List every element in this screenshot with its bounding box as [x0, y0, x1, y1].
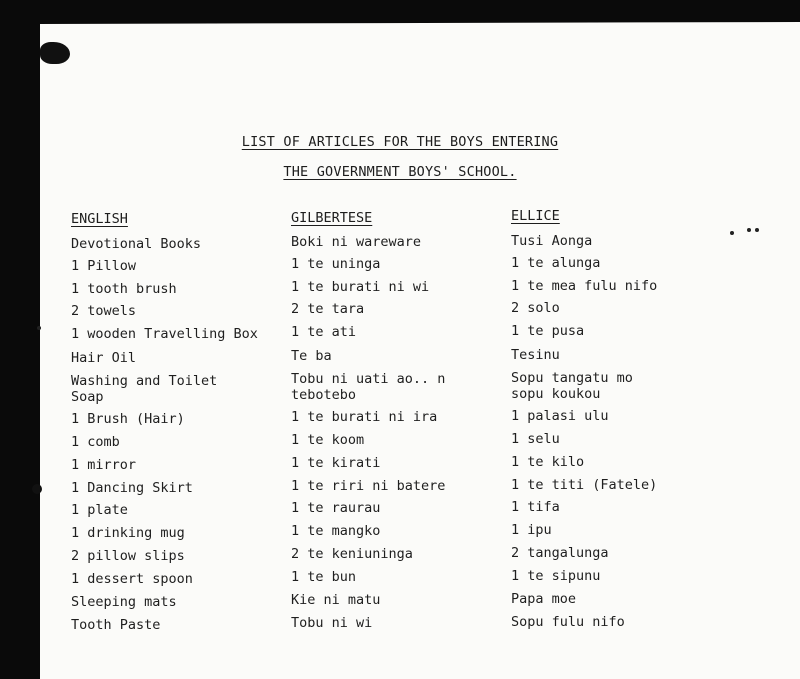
cell-english: Devotional Books	[71, 236, 202, 252]
cell-gilbertese: 1 te koom	[291, 432, 365, 448]
cell-ellice: Sopu fulu nifo	[511, 614, 625, 630]
column-header-gilbertese: GILBERTESE	[291, 210, 373, 226]
document-title-line-2: THE GOVERNMENT BOYS' SCHOOL.	[283, 164, 517, 180]
cell-english: 1 comb	[71, 434, 120, 450]
cell-gilbertese: 1 te burati ni ira	[291, 409, 438, 425]
cell-ellice: 1 tifa	[511, 499, 560, 515]
ink-blot	[40, 42, 70, 64]
table-row	[0, 454, 800, 479]
table-row	[0, 255, 800, 280]
cell-ellice: Papa moe	[511, 591, 577, 607]
cell-gilbertese: 2 te keniuninga	[291, 546, 413, 562]
cell-gilbertese: 1 te bun	[291, 569, 357, 585]
cell-english: 1 dessert spoon	[71, 571, 193, 587]
column-header-english: ENGLISH	[71, 211, 128, 227]
cell-ellice: 1 te alunga	[511, 255, 601, 271]
cell-english: Sleeping mats	[71, 594, 177, 610]
document-title-line-1: LIST OF ARTICLES FOR THE BOYS ENTERING	[241, 134, 559, 150]
cell-gilbertese: 1 te mangko	[291, 523, 381, 539]
cell-english: 1 Pillow	[71, 258, 137, 274]
table-row	[0, 300, 800, 325]
cell-ellice: Tesinu	[511, 347, 560, 363]
cell-gilbertese: 1 te riri ni batere	[291, 478, 446, 494]
cell-gilbertese: 1 te kirati	[291, 455, 381, 471]
cell-english: 1 mirror	[71, 457, 137, 473]
cell-ellice: 2 solo	[511, 300, 560, 316]
cell-gilbertese: Kie ni matu	[291, 592, 381, 608]
cell-english: Tooth Paste	[71, 617, 161, 633]
cell-english: 1 Dancing Skirt	[71, 480, 193, 496]
cell-ellice: 2 tangalunga	[511, 545, 609, 561]
cell-english: 1 tooth brush	[71, 281, 177, 297]
cell-ellice: 1 selu	[511, 431, 560, 447]
table-row	[0, 568, 800, 593]
table-row	[0, 408, 800, 433]
cell-english: 2 towels	[71, 303, 137, 319]
table-row	[0, 522, 800, 547]
cell-gilbertese: Tobu ni uati ao.. n tebotebo	[291, 371, 446, 403]
cell-gilbertese: 1 te ati	[291, 324, 357, 340]
table-row	[0, 431, 800, 456]
cell-gilbertese: 1 te raurau	[291, 500, 381, 516]
table-row	[0, 370, 800, 405]
ink-speck	[747, 228, 751, 232]
table-row	[0, 614, 800, 639]
column-header-ellice: ELLICE	[511, 208, 560, 224]
cell-english: 1 Brush (Hair)	[71, 411, 185, 427]
cell-ellice: 1 te mea fulu nifo	[511, 278, 658, 294]
table-row	[0, 347, 800, 372]
cell-english: 1 plate	[71, 502, 128, 518]
cell-gilbertese: 1 te burati ni wi	[291, 279, 430, 295]
table-row	[0, 545, 800, 570]
cell-ellice: 1 te titi (Fatele)	[511, 477, 658, 493]
cell-ellice: 1 te sipunu	[511, 568, 601, 584]
table-row	[0, 323, 800, 348]
cell-english: 1 wooden Travelling Box	[71, 326, 258, 342]
cell-ellice: 1 ipu	[511, 522, 552, 538]
table-row	[0, 591, 800, 616]
cell-gilbertese: Te ba	[291, 348, 332, 364]
ink-speck	[730, 231, 734, 235]
cell-english: 2 pillow slips	[71, 548, 185, 564]
cell-ellice: 1 te kilo	[511, 454, 585, 470]
table-row	[0, 499, 800, 524]
cell-english: Hair Oil	[71, 350, 137, 366]
cell-ellice: Tusi Aonga	[511, 233, 593, 249]
cell-gilbertese: Boki ni wareware	[291, 234, 422, 250]
cell-gilbertese: 1 te uninga	[291, 256, 381, 272]
cell-ellice: Sopu tangatu mo sopu koukou	[511, 370, 633, 402]
ink-speck	[37, 326, 41, 330]
cell-gilbertese: Tobu ni wi	[291, 615, 373, 631]
cell-english: 1 drinking mug	[71, 525, 185, 541]
cell-english: Washing and Toilet Soap	[71, 373, 218, 405]
cell-ellice: 1 te pusa	[511, 323, 585, 339]
cell-ellice: 1 palasi ulu	[511, 408, 609, 424]
ink-speck	[755, 228, 759, 232]
cell-gilbertese: 2 te tara	[291, 301, 365, 317]
